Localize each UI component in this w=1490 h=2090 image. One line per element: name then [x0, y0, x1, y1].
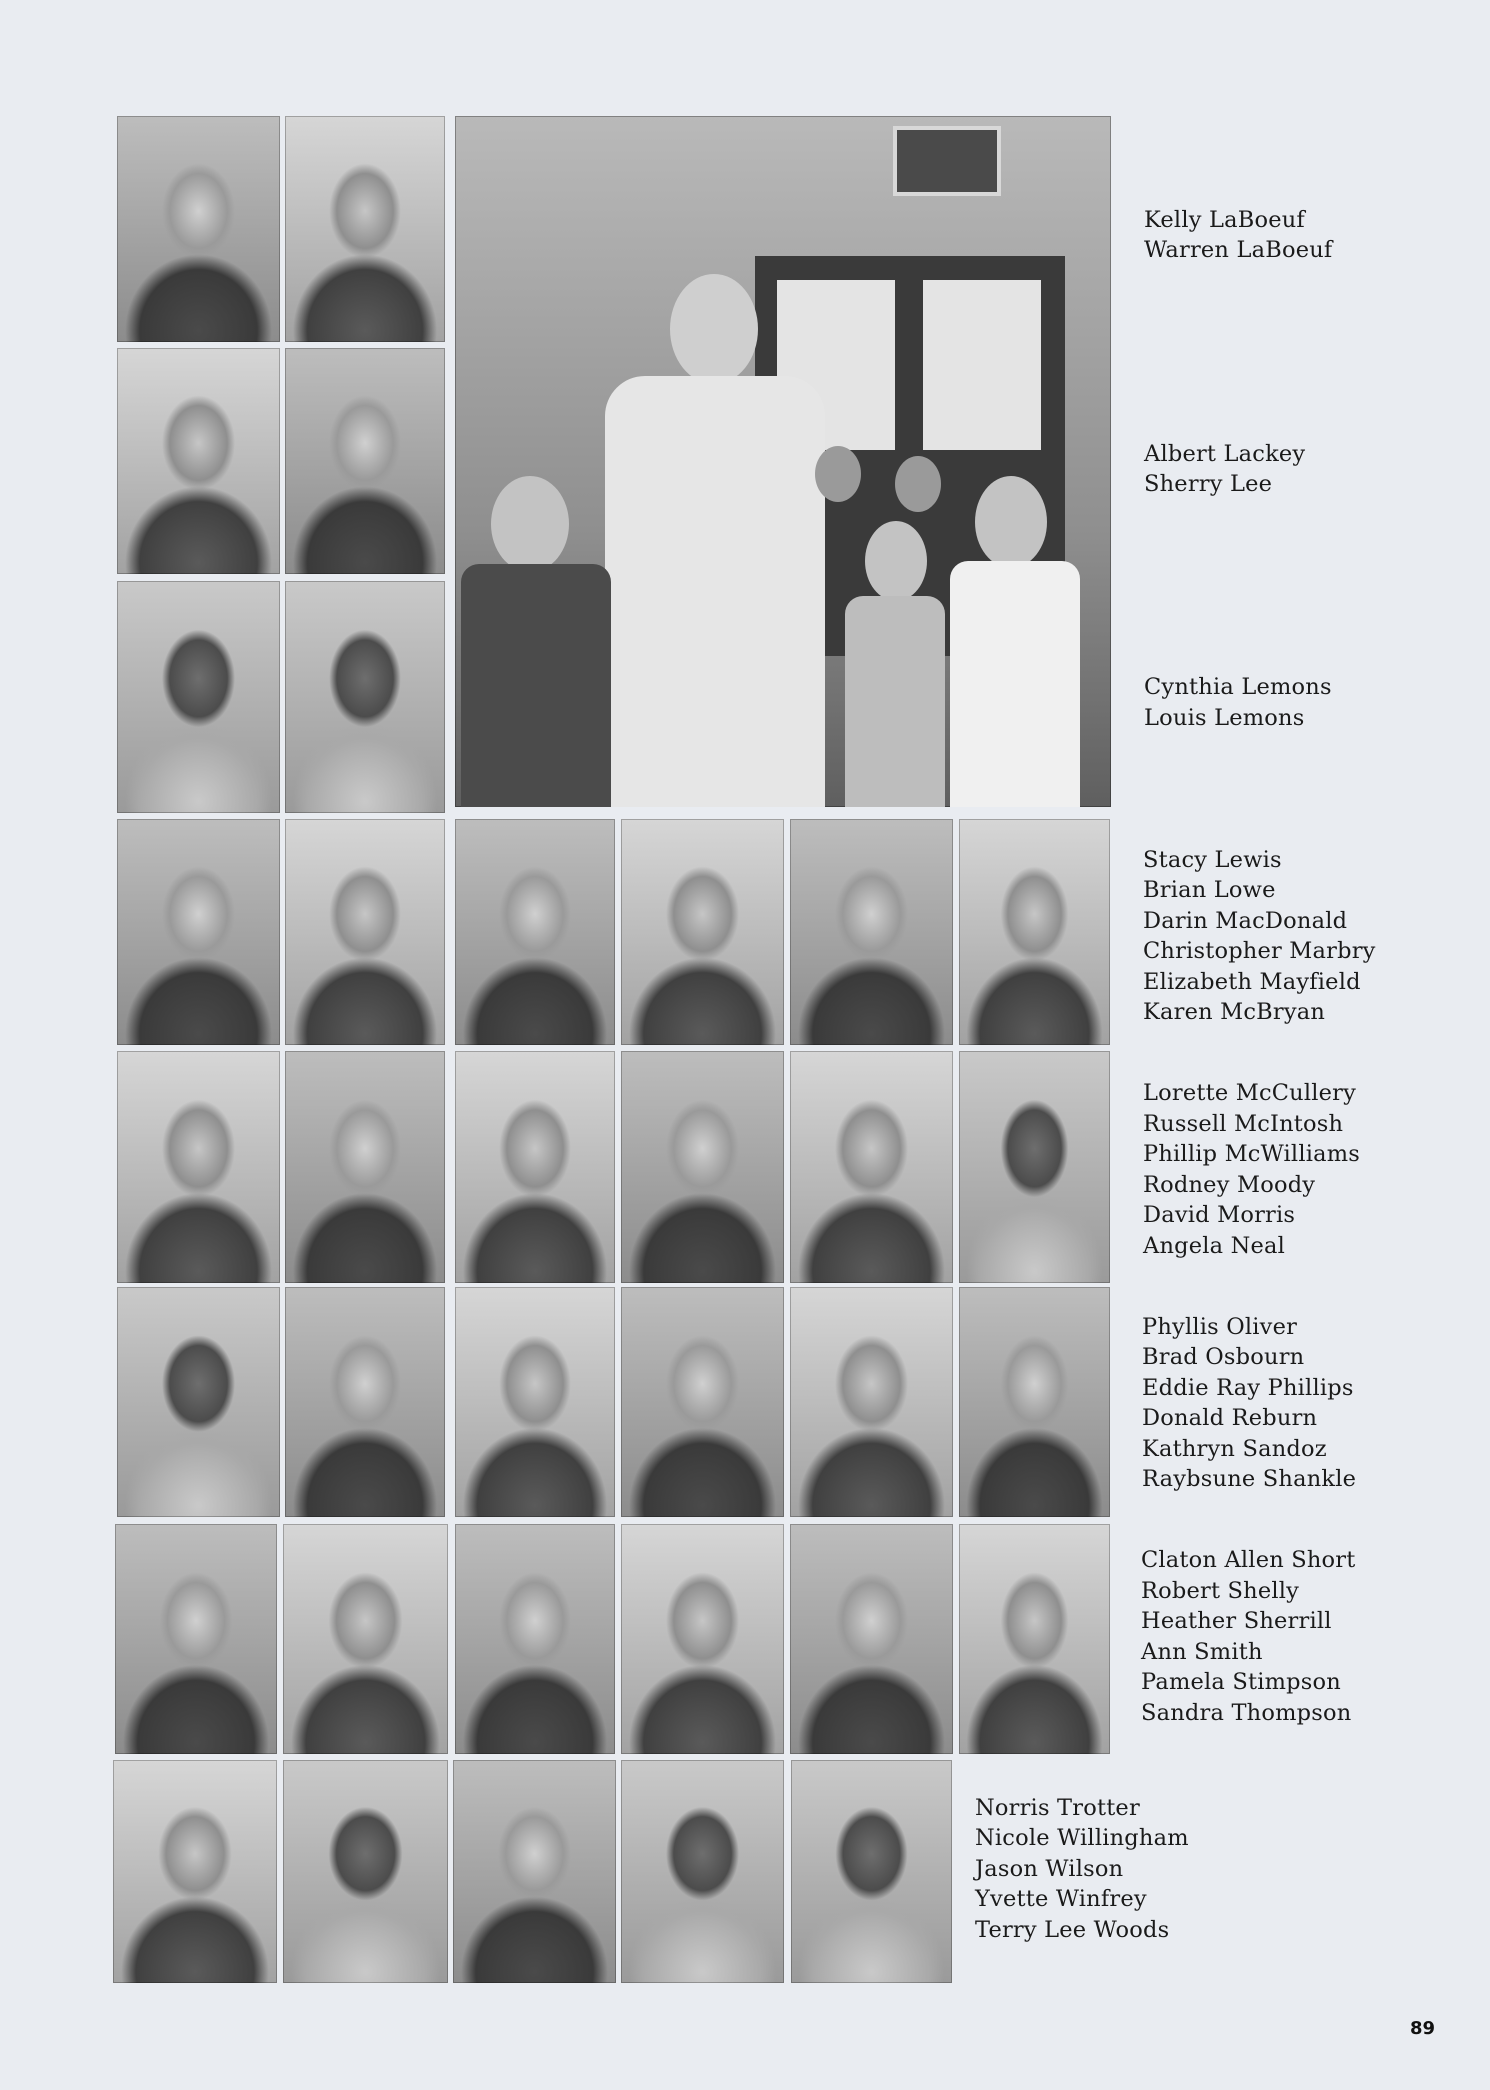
caption-albert-lackey: Albert Lackey [1144, 441, 1306, 467]
caption-angela-neal: Angela Neal [1143, 1233, 1286, 1259]
caption-christopher-marbry: Christopher Marbry [1143, 938, 1376, 964]
portrait-angela-neal [959, 1051, 1110, 1283]
wall-vent [893, 126, 1001, 196]
caption-david-morris: David Morris [1143, 1202, 1296, 1228]
portrait-rodney-moody [621, 1051, 784, 1283]
portrait-albert-lackey [117, 348, 280, 574]
caption-kathryn-sandoz: Kathryn Sandoz [1142, 1436, 1327, 1462]
page-number: 89 [1410, 2018, 1436, 2039]
caption-heather-sherrill: Heather Sherrill [1141, 1608, 1332, 1634]
teacher-group-photo [455, 116, 1111, 807]
caption-louis-lemons: Louis Lemons [1144, 705, 1305, 731]
portrait-kathryn-sandoz [790, 1287, 953, 1517]
caption-eddie-ray-phillips: Eddie Ray Phillips [1142, 1375, 1354, 1401]
caption-donald-reburn: Donald Reburn [1142, 1405, 1318, 1431]
portrait-darin-macdonald [455, 819, 615, 1045]
caption-norris-trotter: Norris Trotter [975, 1795, 1140, 1821]
portrait-claton-allen-short [115, 1524, 277, 1754]
caption-jason-wilson: Jason Wilson [975, 1856, 1124, 1882]
portrait-russell-mcintosh [285, 1051, 445, 1283]
caption-rodney-moody: Rodney Moody [1143, 1172, 1316, 1198]
portrait-cynthia-lemons [117, 581, 280, 813]
caption-ann-smith: Ann Smith [1141, 1639, 1263, 1665]
portrait-phyllis-oliver [117, 1287, 280, 1517]
caption-claton-allen-short: Claton Allen Short [1141, 1547, 1356, 1573]
portrait-kelly-laboeuf [117, 116, 280, 342]
caption-robert-shelly: Robert Shelly [1141, 1578, 1300, 1604]
portrait-yvette-winfrey [621, 1760, 784, 1983]
portrait-heather-sherrill [455, 1524, 615, 1754]
caption-brian-lowe: Brian Lowe [1143, 877, 1276, 903]
caption-phyllis-oliver: Phyllis Oliver [1142, 1314, 1298, 1340]
portrait-louis-lemons [285, 581, 445, 813]
portrait-ann-smith [621, 1524, 784, 1754]
portrait-stacy-lewis [117, 819, 280, 1045]
portrait-karen-mcbryan [959, 819, 1110, 1045]
portrait-jason-wilson [453, 1760, 616, 1983]
portrait-lorette-mccullery [117, 1051, 280, 1283]
caption-brad-osbourn: Brad Osbourn [1142, 1344, 1305, 1370]
portrait-nicole-willingham [283, 1760, 448, 1983]
portrait-pamela-stimpson [790, 1524, 953, 1754]
teacher-head [670, 274, 758, 384]
portrait-phillip-mcwilliams [455, 1051, 615, 1283]
caption-stacy-lewis: Stacy Lewis [1143, 847, 1282, 873]
portrait-sandra-thompson [959, 1524, 1110, 1754]
caption-warren-laboeuf: Warren LaBoeuf [1144, 237, 1333, 263]
teacher-body [605, 376, 825, 807]
caption-phillip-mcwilliams: Phillip McWilliams [1143, 1141, 1361, 1167]
portrait-warren-laboeuf [285, 116, 445, 342]
portrait-donald-reburn [621, 1287, 784, 1517]
caption-russell-mcintosh: Russell McIntosh [1143, 1111, 1344, 1137]
caption-cynthia-lemons: Cynthia Lemons [1144, 674, 1332, 700]
portrait-david-morris [790, 1051, 953, 1283]
caption-yvette-winfrey: Yvette Winfrey [975, 1886, 1147, 1912]
portrait-robert-shelly [283, 1524, 448, 1754]
portrait-raybsune-shankle [959, 1287, 1110, 1517]
portrait-brad-osbourn [285, 1287, 445, 1517]
portrait-brian-lowe [285, 819, 445, 1045]
caption-nicole-willingham: Nicole Willingham [975, 1825, 1189, 1851]
portrait-christopher-marbry [621, 819, 784, 1045]
portrait-norris-trotter [113, 1760, 277, 1983]
caption-terry-lee-woods: Terry Lee Woods [975, 1917, 1170, 1943]
portrait-sherry-lee [285, 348, 445, 574]
portrait-eddie-ray-phillips [455, 1287, 615, 1517]
caption-pamela-stimpson: Pamela Stimpson [1141, 1669, 1341, 1695]
caption-sherry-lee: Sherry Lee [1144, 471, 1273, 497]
caption-karen-mcbryan: Karen McBryan [1143, 999, 1326, 1025]
caption-kelly-laboeuf: Kelly LaBoeuf [1144, 207, 1305, 233]
caption-raybsune-shankle: Raybsune Shankle [1142, 1466, 1357, 1492]
portrait-elizabeth-mayfield [790, 819, 953, 1045]
caption-lorette-mccullery: Lorette McCullery [1143, 1080, 1357, 1106]
caption-sandra-thompson: Sandra Thompson [1141, 1700, 1352, 1726]
caption-elizabeth-mayfield: Elizabeth Mayfield [1143, 969, 1361, 995]
portrait-terry-lee-woods [791, 1760, 952, 1983]
caption-darin-macdonald: Darin MacDonald [1143, 908, 1348, 934]
